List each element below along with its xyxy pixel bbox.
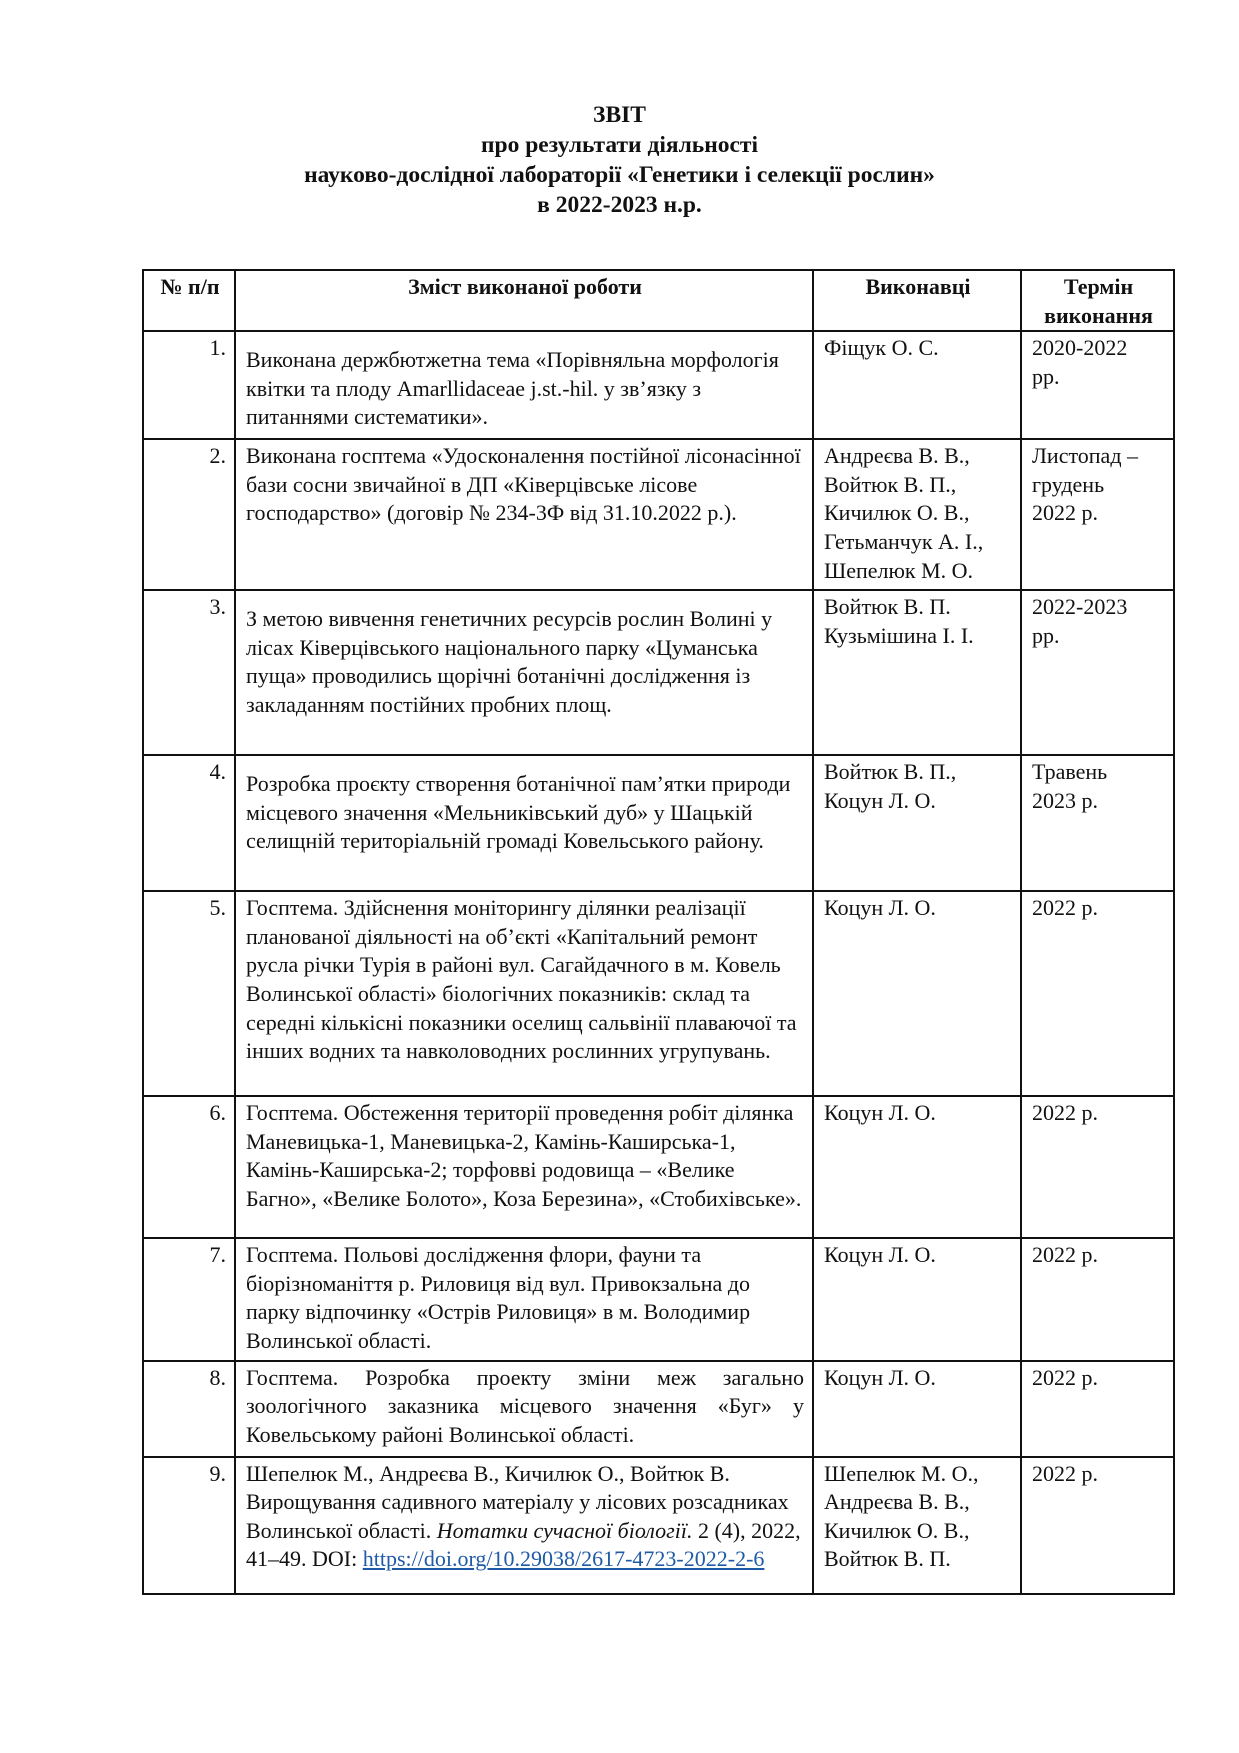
row-number: 9. (143, 1457, 235, 1594)
performer-name: Коцун Л. О. (824, 895, 936, 921)
work-description: З метою вивчення генетичних ресурсів рослин Волині у лісах Ківерцівського національного парку «Цуманська пуща» проводились щорічні ботанічні дослідження із закладанням постійних пробних площ. (235, 590, 813, 755)
term-text: 2022 р. (1032, 1242, 1098, 1268)
work-description: Госптема. Польові дослідження флори, фауни та біорізноманіття р. Риловиця від вул. Привокзальна до парку відпочинку «Острів Риловиця» в м. Володимир Волинської області. (235, 1238, 813, 1360)
work-description: Виконана госптема «Удосконалення постійної лісонасінної бази сосни звичайної в ДП «Ківерцівське лісове господарство» (договір № 234-3Ф від 31.10.2022 р.). (235, 439, 813, 590)
doi-link[interactable]: https://doi.org/10.29038/2617-4723-2022-2-6 (362, 1546, 765, 1572)
performers-cell (813, 755, 1021, 891)
row-number: 8. (143, 1361, 235, 1457)
term-text: 2020-2022 (1032, 335, 1128, 361)
performer-name: Шепелюк М. О., (824, 1460, 979, 1486)
performer-name: Андреєва В. В., (824, 1489, 970, 1515)
performers-cell (813, 1457, 1021, 1594)
row-number: 6. (143, 1096, 235, 1238)
performer-name: Войтюк В. П. (824, 594, 951, 620)
performers-cell (813, 891, 1021, 1096)
row-number: 2. (143, 439, 235, 590)
table-body (143, 331, 1174, 1593)
term-text: 2022-2023 (1032, 594, 1128, 620)
performers-cell (813, 1238, 1021, 1360)
table-row (143, 755, 1174, 891)
term-cell (1021, 439, 1174, 590)
performer-name: Кузьмішина І. І. (824, 622, 974, 648)
performer-name: Войтюк В. П., (824, 759, 957, 785)
work-description: Розробка проєкту створення ботанічної пам’ятки природи місцевого значення «Мельниківський дуб» у Шацькій селищній територіальній громаді Ковельського району. (235, 755, 813, 891)
table-row (143, 1361, 1174, 1457)
term-cell (1021, 331, 1174, 439)
term-cell (1021, 1457, 1174, 1594)
header-work: Зміст виконаної роботи (235, 270, 813, 331)
term-cell (1021, 1361, 1174, 1457)
row-number: 3. (143, 590, 235, 755)
term-cell (1021, 1096, 1174, 1238)
term-text: 2022 р. (1032, 500, 1098, 526)
row-number: 4. (143, 755, 235, 891)
journal-name: Нотатки сучасної біології. (436, 1517, 693, 1543)
term-cell (1021, 891, 1174, 1096)
publication-authors-title: Шепелюк М., Андреєва В., Кичилюк О., Войтюк В. Вирощування садивного матеріалу у лісових розсадниках Волинської області. (246, 1460, 789, 1543)
table-row (143, 439, 1174, 590)
title-line-3: науково-дослідної лабораторії «Генетики і селекції рослин» (304, 162, 935, 188)
term-cell (1021, 755, 1174, 891)
performer-name: Коцун Л. О. (824, 787, 936, 813)
term-text: рр. (1032, 622, 1060, 648)
performer-name: Коцун Л. О. (824, 1364, 936, 1390)
performers-cell (813, 439, 1021, 590)
performers-cell (813, 1096, 1021, 1238)
work-description: Госптема. Обстеження території проведення робіт ділянка Маневицька-1, Маневицька-2, Камінь-Каширська-1, Камінь-Каширська-2; торфоввi родовища – «Велике Багно», «Велике Болото», Коза Березина», «Стобихівське». (235, 1096, 813, 1238)
table-row (143, 891, 1174, 1096)
table-header-row (143, 270, 1174, 331)
performer-name: Войтюк В. П. (824, 1546, 951, 1572)
term-text: 2022 р. (1032, 895, 1098, 921)
performer-name: Коцун Л. О. (824, 1242, 936, 1268)
term-text: рр. (1032, 363, 1060, 389)
performer-name: Коцун Л. О. (824, 1100, 936, 1126)
title-line-2: про результати діяльності (480, 132, 759, 158)
performers-cell (813, 331, 1021, 439)
row-number: 5. (143, 891, 235, 1096)
performer-name: Гетьманчук А. І., (824, 528, 984, 554)
performer-name: Шепелюк М. О. (824, 557, 974, 583)
performers-cell (813, 590, 1021, 755)
term-text: 2022 р. (1032, 1364, 1098, 1390)
table-row (143, 590, 1174, 755)
term-text: 2022 р. (1032, 1100, 1098, 1126)
title-line-4: в 2022-2023 н.р. (537, 192, 702, 218)
row-number: 7. (143, 1238, 235, 1360)
header-performers: Виконавці (813, 270, 1021, 331)
table-row (143, 1238, 1174, 1360)
term-cell (1021, 590, 1174, 755)
term-text: 2022 р. (1032, 1460, 1098, 1486)
publication-details: 2 (4), 2022, 41–49. DOI: (246, 1517, 801, 1572)
performer-name: Фіщук О. С. (824, 335, 939, 361)
work-description: Госптема. Здійснення моніторингу ділянки реалізації планованої діяльності на об’єкті «Капітальний ремонт русла річки Турія в районі вул. Сагайдачного в м. Ковель Волинської області» біологічних показників: склад та середні кількісні показники оселищ сальвінії плаваючої та інших водних та навколоводних рослинних угрупувань. (235, 891, 813, 1096)
performer-name: Кичилюк О. В., (824, 500, 970, 526)
header-term: Термін виконання (1021, 270, 1174, 331)
header-num: № п/п (143, 270, 235, 331)
term-text: Травень (1032, 759, 1108, 785)
work-description: Виконана держбютжетна тема «Порівняльна морфологія квітки та плоду Amarllidaceae j.st.-hil. у зв’язку з питаннями систематики». (235, 331, 813, 439)
table-row (143, 331, 1174, 439)
performers-cell (813, 1361, 1021, 1457)
title-line-1: ЗВІТ (593, 102, 646, 128)
table-row (143, 1457, 1174, 1594)
term-cell (1021, 1238, 1174, 1360)
work-description: Госптема. Розробка проекту зміни меж загально зоологічного заказника місцевого значення «Буг» у Ковельському районі Волинської області. (235, 1361, 813, 1457)
term-text: 2023 р. (1032, 787, 1098, 813)
term-text: Листопад – (1032, 443, 1139, 469)
table-row (143, 1096, 1174, 1238)
work-description (235, 1457, 813, 1594)
performer-name: Войтюк В. П., (824, 471, 957, 497)
row-number: 1. (143, 331, 235, 439)
performer-name: Кичилюк О. В., (824, 1517, 970, 1543)
term-text: грудень (1032, 471, 1105, 497)
report-title (0, 100, 1239, 220)
performer-name: Андреєва В. В., (824, 443, 970, 469)
report-table (142, 269, 1175, 1595)
